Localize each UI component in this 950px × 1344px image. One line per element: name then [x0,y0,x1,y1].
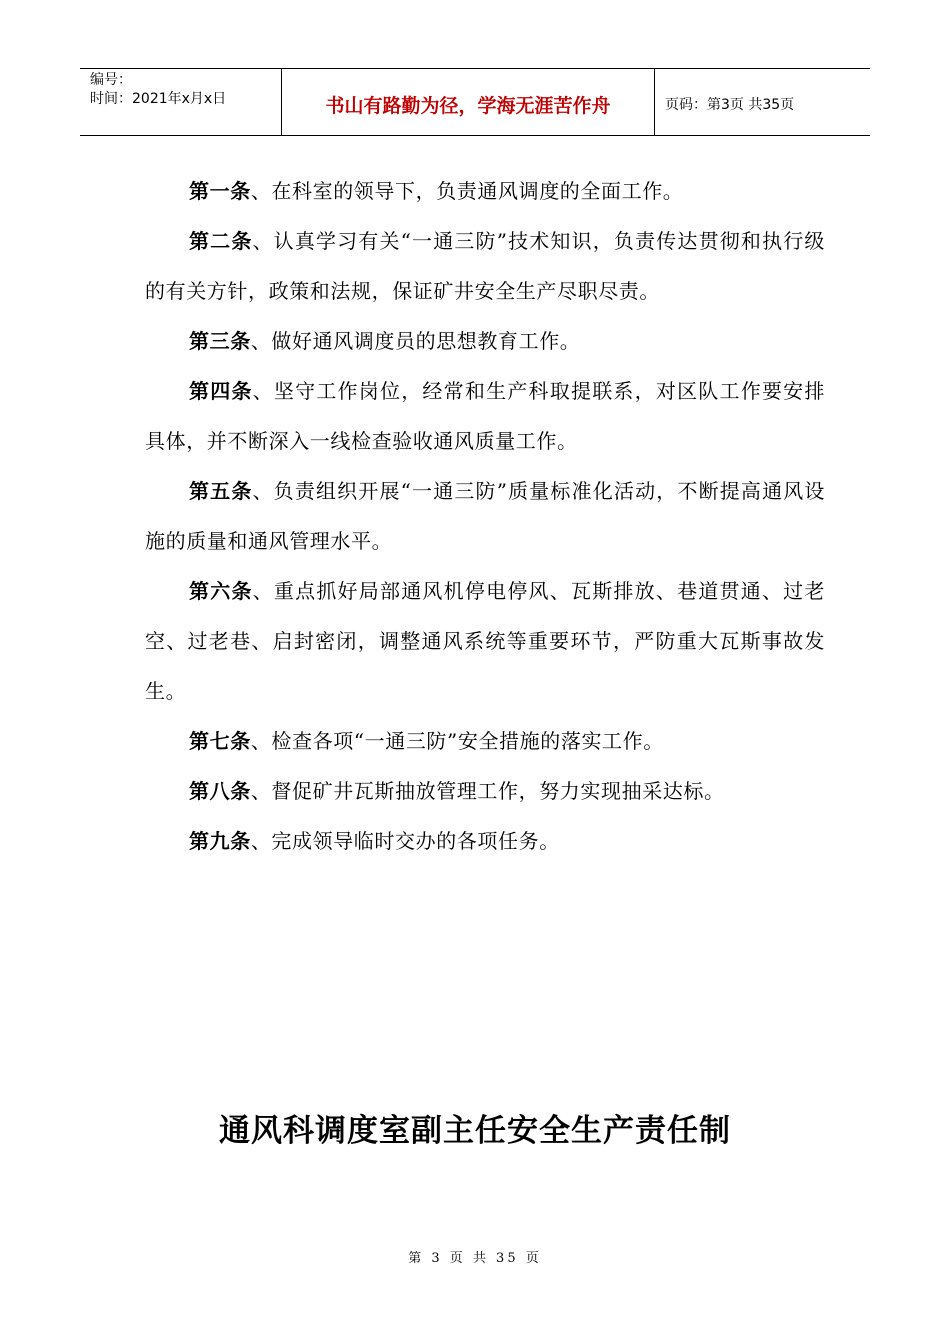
article-7 [145,716,825,766]
article-label: 第一条 [189,179,251,203]
article-text: 、在科室的领导下，负责通风调度的全面工作。 [250,179,684,203]
article-1 [145,166,825,216]
header-motto: 书山有路勤为径，学海无涯苦作舟 [325,94,611,117]
article-4 [145,366,825,466]
article-8 [145,766,825,816]
article-text: 、检查各项“一通三防”安全措施的落实工作。 [250,729,664,753]
header-page-cell [655,69,870,135]
article-3 [145,316,825,366]
header-meta-cell [80,69,282,135]
article-label: 第九条 [189,829,251,853]
article-label: 第四条 [189,379,253,403]
document-body [145,166,825,866]
page-footer [0,1247,950,1266]
article-text: 、完成领导临时交办的各项任务。 [250,829,560,853]
article-label: 第五条 [189,479,253,503]
article-label: 第三条 [189,329,251,353]
article-9 [145,816,825,866]
document-number-label: 编号： [90,72,132,88]
header-page-info: 页码：第3页 共35页 [665,97,795,113]
article-text: 、认真学习有关“一通三防”技术知识，负责传达贯彻和执行级的有关方针，政策和法规，保证矿井安全生产尽职尽责。 [145,229,825,303]
article-label: 第六条 [189,579,253,603]
article-label: 第二条 [189,229,253,253]
header-motto-cell [282,69,655,135]
article-label: 第八条 [189,779,251,803]
article-text: 、坚守工作岗位，经常和生产科取提联系，对区队工作要安排具体，并不断深入一线检查验收通风质量工作。 [145,379,825,453]
article-text: 、做好通风调度员的思想教育工作。 [250,329,581,353]
section-title: 通风科调度室副主任安全生产责任制 [219,1113,731,1149]
document-time-label: 时间：2021年x月x日 [90,91,227,107]
article-text: 、负责组织开展“一通三防”质量标准化活动，不断提高通风设施的质量和通风管理水平。 [145,479,825,553]
document-header [80,68,870,136]
article-text: 、重点抓好局部通风机停电停风、瓦斯排放、巷道贯通、过老空、过老巷、启封密闭，调整通风系统等重要环节，严防重大瓦斯事故发生。 [145,579,825,703]
article-text: 、督促矿井瓦斯抽放管理工作，努力实现抽采达标。 [250,779,725,803]
article-6 [145,566,825,716]
article-5 [145,466,825,566]
article-2 [145,216,825,316]
article-label: 第七条 [189,729,251,753]
footer-page-number: 第 3 页 共 35 页 [408,1251,542,1266]
